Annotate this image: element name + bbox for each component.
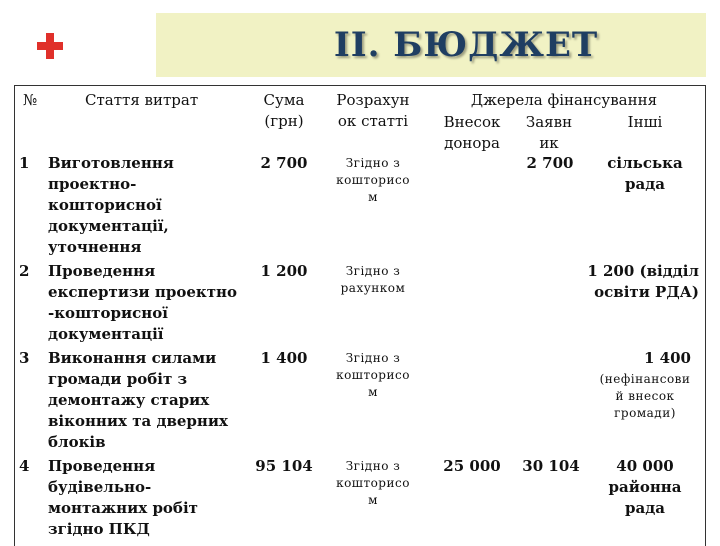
row-2-number: 2	[19, 262, 30, 280]
header-calc: Розрахун ок статті	[336, 91, 410, 130]
row-1-item: Виготовлення проектно- кошторисної документації, уточнення	[48, 154, 174, 256]
title-band	[156, 13, 706, 77]
row-2-sum: 1 200	[260, 262, 308, 280]
row-3-number: 3	[19, 349, 30, 367]
header-sources: Джерела фінансування	[470, 91, 658, 109]
row-1-other: сільська рада	[607, 154, 683, 193]
row-3-sum: 1 400	[260, 349, 308, 367]
row-3-item: Виконання силами громади робіт з демонтажу старих віконних та дверних блоків	[48, 349, 228, 451]
header-applicant: Заявн ик	[525, 113, 573, 152]
row-4-donor: 25 000	[443, 457, 501, 475]
row-4-sum: 95 104	[255, 457, 313, 475]
header-item: Стаття витрат	[85, 91, 199, 109]
budget-table	[14, 85, 706, 546]
header-other: Інші	[627, 113, 663, 131]
row-2-other: 1 200 (відділ освіти РДА)	[587, 262, 699, 301]
row-1-calc: Згідно з кошторисо м	[336, 156, 410, 204]
header-number: №	[23, 91, 38, 109]
page-title: ІІ. БЮДЖЕТ	[333, 25, 599, 65]
row-3-calc: Згідно з кошторисо м	[336, 351, 410, 399]
row-2-item: Проведення експертизи проектно -кошторисної документації	[48, 262, 237, 343]
row-1-sum: 2 700	[260, 154, 308, 172]
header-donor: Внесок донора	[443, 113, 501, 152]
row-3-other: 1 400	[644, 349, 691, 367]
row-4-applicant: 30 104	[522, 457, 580, 475]
row-1-applicant: 2 700	[526, 154, 574, 172]
row-2-calc: Згідно з рахунком	[340, 264, 406, 295]
header-sum: Сума (грн)	[263, 91, 305, 130]
row-4-number: 4	[19, 457, 30, 475]
row-3-other-note: (нефінансови й внесок громади)	[599, 372, 691, 420]
row-1-number: 1	[19, 154, 30, 172]
row-4-calc: Згідно з кошторисо м	[336, 459, 410, 507]
red-cross-icon	[37, 33, 63, 59]
row-4-item: Проведення будівельно- монтажних робіт згідно ПКД	[48, 457, 198, 538]
row-4-other: 40 000 районна рада	[608, 457, 682, 517]
